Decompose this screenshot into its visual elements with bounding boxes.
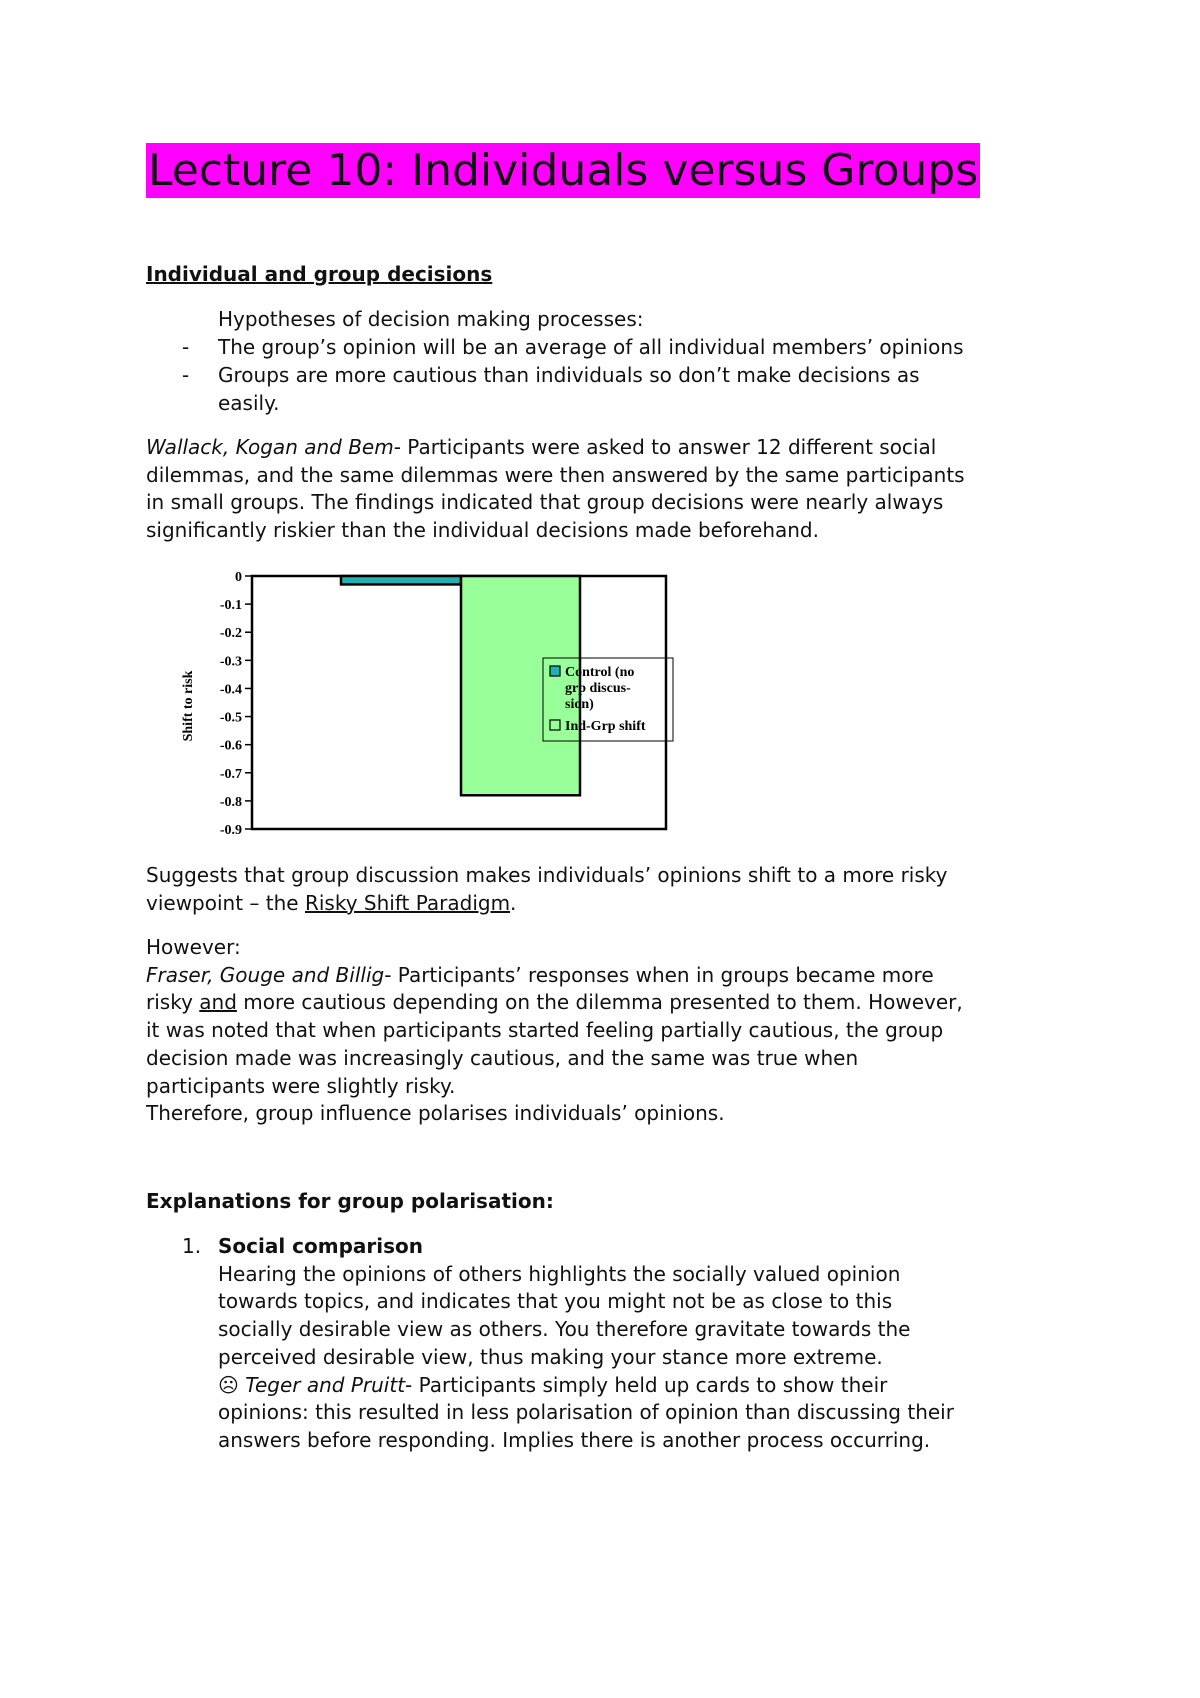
text-line [218,1372,954,1400]
y-tick-label: -0.1 [219,598,242,614]
legend-label: Ind-Grp shift [565,719,646,734]
text-segment: in small groups. The findings indicated that group decisions were nearly always [146,490,944,515]
section-heading-explanations: Explanations for group polarisation: [146,1189,554,1213]
hypotheses-intro [218,306,644,334]
bullet-marker: - [182,363,190,387]
text-segment: ☹ [218,1372,246,1397]
legend-label: sion) [565,697,594,712]
bullet-average-opinion [218,334,964,362]
text-line [146,934,963,962]
plot-area [252,576,666,829]
legend-label: Control (no [565,665,635,680]
legend-label: grp discus- [565,681,631,696]
paragraph-fraser [146,934,963,1128]
underlined-text: Risky Shift Paradigm [304,890,511,915]
text-line [218,362,920,390]
list-item-social-comparison [218,1233,954,1455]
text-segment: Social comparison [218,1234,424,1258]
citation-text: Wallack, Kogan and Bem [146,435,394,459]
y-tick-label: -0.2 [219,626,242,642]
bar-control [341,576,461,584]
y-tick-label: -0.4 [219,682,242,698]
text-segment: - Participants’ responses when in groups became more [384,962,934,987]
text-segment: Suggests that group discussion makes individuals’ opinions shift to a more risky [146,863,948,887]
text-segment: Groups are more cautious than individuals so don’t make decisions as [218,363,920,387]
y-axis-label: Shift to risk [181,670,196,742]
text-line [146,962,963,990]
text-line [146,1017,963,1045]
text-segment: it was noted that when participants started feeling partially cautious, the group [146,1018,944,1043]
text-segment: towards topics, and indicates that you might not be as close to this [218,1289,893,1314]
text-segment: opinions: this resulted in less polarisation of opinion than discussing their [218,1400,954,1425]
text-segment: answers before responding. Implies there is another process occurring. [218,1427,931,1452]
text-line [218,1261,954,1289]
citation-text: Fraser, Gouge and Billig [146,962,385,987]
text-segment: viewpoint – the [146,890,305,915]
text-line [146,517,965,545]
y-tick-label: -0.7 [219,766,242,782]
text-line [146,890,947,918]
text-segment: participants were slightly risky. [146,1073,456,1098]
text-line [146,434,965,462]
text-line [218,1316,954,1344]
text-line [218,306,644,334]
text-line [218,1344,954,1372]
text-line [218,1399,954,1427]
bullet-marker: - [182,335,190,359]
legend-swatch [550,720,560,730]
paragraph-wallack [146,434,965,545]
y-tick-label: -0.6 [219,738,242,754]
bar-ind-grp-shift [461,576,580,795]
text-line [218,334,964,362]
y-tick-label: -0.8 [219,794,242,810]
section-heading-individual-group: Individual and group decisions [146,262,493,286]
legend-swatch [550,666,560,676]
list-number: 1. [182,1234,202,1258]
text-line [218,1233,954,1261]
text-line [146,462,965,490]
page-title: Lecture 10: Individuals versus Groups [148,145,979,196]
text-line [146,1100,963,1128]
risk-shift-bar-chart [160,560,680,840]
bullet-groups-cautious [218,362,920,417]
text-segment: However: [146,935,241,959]
text-segment: Hearing the opinions of others highlights the socially valued opinion [218,1261,901,1286]
underlined-text: and [199,990,237,1015]
text-segment: decision made was increasingly cautious, and the same was true when [146,1045,859,1070]
y-tick-label: -0.9 [219,823,242,838]
text-line [146,489,965,517]
text-line [218,1427,954,1455]
text-line [218,390,920,418]
text-line [146,862,947,890]
text-segment: Hypotheses of decision making processes: [218,307,644,331]
text-segment: socially desirable view as others. You therefore gravitate towards the [218,1317,911,1342]
text-line [218,1288,954,1316]
text-line [146,1045,963,1073]
text-segment: easily. [218,390,280,415]
y-tick-label: -0.5 [219,710,242,726]
text-segment: - Participants simply held up cards to show their [405,1372,888,1397]
text-segment: - Participants were asked to answer 12 different social [393,435,937,459]
text-segment: The group’s opinion will be an average of all individual members’ opinions [218,335,964,359]
text-line [146,989,963,1017]
text-segment: dilemmas, and the same dilemmas were then answered by the same participants [146,462,965,487]
text-segment: . [510,890,517,915]
text-segment: more cautious depending on the dilemma presented to them. However, [236,990,963,1015]
text-segment: significantly riskier than the individual decisions made beforehand. [146,518,819,543]
paragraph-risky-shift [146,862,947,917]
text-segment: perceived desirable view, thus making your stance more extreme. [218,1344,883,1369]
y-tick-label: -0.3 [219,654,242,670]
citation-text: Teger and Pruitt [245,1372,406,1397]
y-tick-label: 0 [235,570,242,585]
text-segment: Therefore, group influence polarises individuals’ opinions. [146,1101,725,1126]
text-segment: risky [146,990,200,1015]
text-line [146,1073,963,1101]
